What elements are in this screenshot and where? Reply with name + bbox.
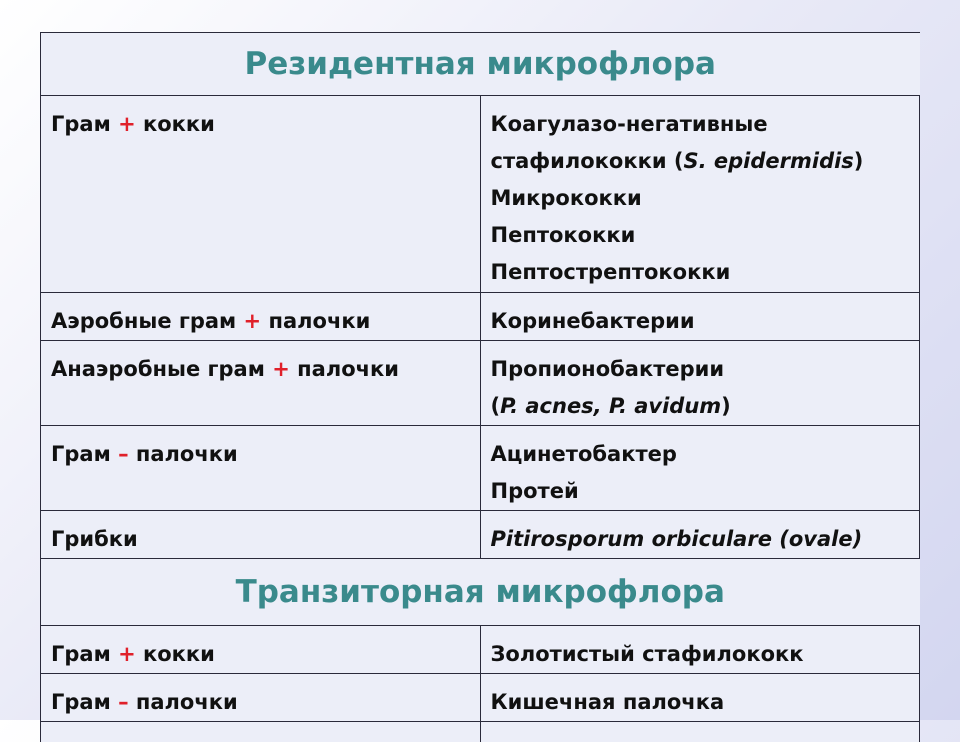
microflora-table	[40, 32, 920, 742]
gram-sign: +	[244, 309, 262, 333]
table-row	[41, 293, 920, 341]
section-title: Транзиторная микрофлора	[41, 559, 920, 626]
organism: Кишечная палочка	[491, 684, 910, 721]
group-label: Грибки	[51, 527, 138, 551]
organisms-cell	[480, 722, 920, 742]
table-row	[41, 426, 920, 511]
group-label: кокки	[136, 642, 215, 666]
organism: Ацинетобактер	[491, 436, 910, 473]
group-cell	[41, 426, 481, 511]
table-row	[41, 674, 920, 722]
organism: (P. acnes, P. avidum)	[491, 388, 910, 425]
group-label: Аэробные грам	[51, 309, 244, 333]
organism: Коринебактерии	[491, 303, 910, 340]
gram-sign: +	[118, 112, 136, 136]
group-label: Грам	[51, 642, 118, 666]
group-label: палочки	[261, 309, 370, 333]
organism: Пептострептококки	[491, 254, 910, 291]
organism: Pitirosporum orbiculare (ovale)	[491, 521, 910, 558]
section-header-transient	[41, 559, 920, 626]
organism: Протей	[491, 473, 910, 510]
organisms-cell	[480, 674, 920, 722]
organism: Пропионобактерии	[491, 351, 910, 388]
section-title: Резидентная микрофлора	[41, 33, 920, 96]
organisms-cell	[480, 511, 920, 559]
group-label: Грам	[51, 690, 118, 714]
organism: Золотистый стафилококк	[491, 636, 910, 673]
organism: Микрококки	[491, 180, 910, 217]
group-cell	[41, 674, 481, 722]
gram-sign: +	[118, 642, 136, 666]
organisms-cell	[480, 626, 920, 674]
gram-sign: –	[118, 690, 129, 714]
organisms-cell	[480, 426, 920, 511]
organisms-cell	[480, 293, 920, 341]
group-cell	[41, 293, 481, 341]
gram-sign: +	[272, 357, 290, 381]
organism: стафилококки (S. epidermidis)	[491, 143, 910, 180]
table-row-cut-off	[41, 722, 920, 742]
table-row	[41, 341, 920, 426]
group-cell	[41, 722, 481, 742]
group-cell	[41, 626, 481, 674]
table-row	[41, 626, 920, 674]
group-label: палочки	[290, 357, 399, 381]
group-cell	[41, 341, 481, 426]
table-row	[41, 511, 920, 559]
group-label: палочки	[129, 442, 238, 466]
organisms-cell	[480, 341, 920, 426]
group-cell	[41, 511, 481, 559]
organism: Пептококки	[491, 217, 910, 254]
section-header-resident	[41, 33, 920, 96]
group-label: Грам	[51, 442, 118, 466]
group-cell	[41, 96, 481, 293]
gram-sign: –	[118, 442, 129, 466]
group-label: Анаэробные грам	[51, 357, 272, 381]
organisms-cell	[480, 96, 920, 293]
organism: Коагулазо-негативные	[491, 106, 910, 143]
group-label: палочки	[129, 690, 238, 714]
table-row	[41, 96, 920, 293]
group-label: кокки	[136, 112, 215, 136]
group-label: Грам	[51, 112, 118, 136]
